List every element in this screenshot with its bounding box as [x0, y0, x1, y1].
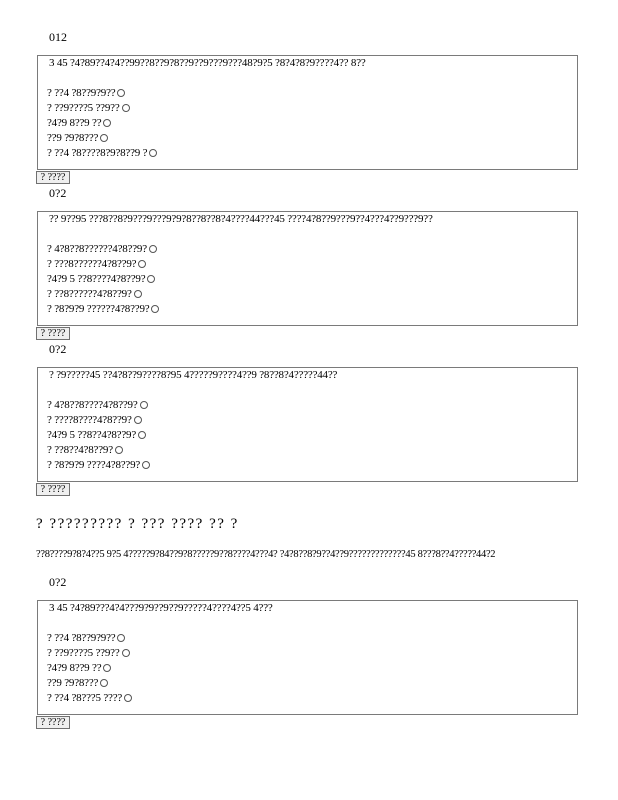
answer-option-4[interactable]: ? ??8??4?8??9?: [47, 444, 123, 456]
answer-option-1[interactable]: ? ??4 ?8??9?9??: [47, 87, 125, 99]
radio-button[interactable]: [103, 664, 111, 672]
question-number: 0?2: [49, 186, 67, 200]
submit-button[interactable]: ? ????: [36, 171, 70, 184]
submit-button[interactable]: ? ????: [36, 716, 70, 729]
answer-option-2[interactable]: ? ??9????5 ??9??: [47, 102, 130, 114]
answer-option-2[interactable]: ? ??9????5 ??9??: [47, 647, 130, 659]
question-number: 0?2: [49, 575, 67, 589]
answer-option-3[interactable]: ?4?9 5 ??8??4?8??9?: [47, 429, 146, 441]
submit-button[interactable]: ? ????: [36, 327, 70, 340]
answer-option-1[interactable]: ? 4?8??8????4?8??9?: [47, 399, 148, 411]
answer-option-2[interactable]: ? ????8????4?8??9?: [47, 414, 142, 426]
radio-button[interactable]: [117, 634, 125, 642]
answer-option-4[interactable]: ? ??8??????4?8??9?: [47, 288, 142, 300]
answer-option-1[interactable]: ? ??4 ?8??9?9??: [47, 632, 125, 644]
question-text: 3 45 ?4?89??4?4??99??8??9?8??9??9???9???48?9?5 ?8?4?8?9????4?? 8??: [49, 57, 366, 69]
question-text: ?? 9??95 ???8??8?9???9???9?9?8??8??8?4????44???45 ????4?8??9???9??4???4??9???9??: [49, 213, 433, 225]
submit-button[interactable]: ? ????: [36, 483, 70, 496]
answer-option-1[interactable]: ? 4?8??8??????4?8??9?: [47, 243, 157, 255]
answer-option-5[interactable]: ? ?8?9?9 ??????4?8??9?: [47, 303, 159, 315]
answer-option-3[interactable]: ?4?9 5 ??8????4?8??9?: [47, 273, 155, 285]
answer-option-5[interactable]: ? ?8?9?9 ????4?8??9?: [47, 459, 150, 471]
question-box: [37, 600, 578, 715]
answer-option-4[interactable]: ??9 ?9?8???: [47, 677, 108, 689]
radio-button[interactable]: [124, 694, 132, 702]
answer-option-5[interactable]: ? ??4 ?8????8?9?8??9 ?: [47, 147, 157, 159]
answer-option-5[interactable]: ? ??4 ?8???5 ????: [47, 692, 132, 704]
section-heading: ? ????????? ? ??? ???? ?? ?: [36, 516, 239, 532]
question-number: 012: [49, 30, 67, 44]
radio-button[interactable]: [122, 649, 130, 657]
question-text: ? ?9?????45 ??4?8??9????8?95 4?????9????4??9 ?8??8?4?????44??: [49, 369, 338, 381]
answer-option-2[interactable]: ? ???8??????4?8??9?: [47, 258, 146, 270]
answer-option-4[interactable]: ??9 ?9?8???: [47, 132, 108, 144]
answer-option-3[interactable]: ?4?9 8??9 ??: [47, 117, 111, 129]
section-paragraph: ??8????9?8?4??5 9?5 4?????9?84??9?8?????9??8????4???4? ?4?8??8?9??4??9?????????????45 8???8??4?????44?2: [36, 549, 496, 560]
answer-option-3[interactable]: ?4?9 8??9 ??: [47, 662, 111, 674]
radio-button[interactable]: [100, 679, 108, 687]
question-text: 3 45 ?4?89???4?4???9?9??9??9?????4????4??5 4???: [49, 602, 273, 614]
question-number: 0?2: [49, 342, 67, 356]
